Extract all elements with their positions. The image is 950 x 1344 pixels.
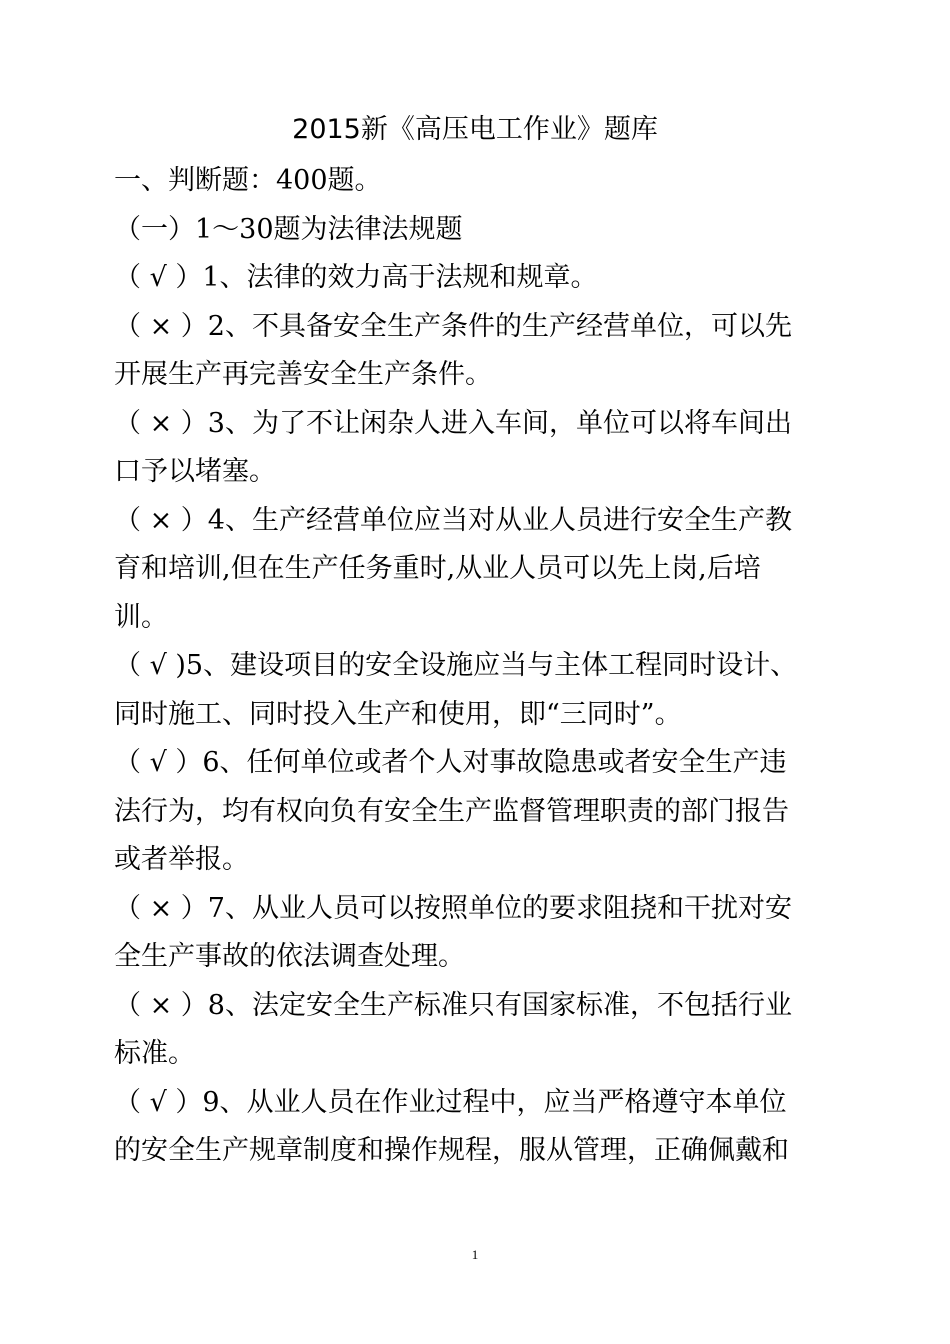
question-3-line-1: （ × ）3、为了不让闲杂人进入车间，单位可以将车间出	[114, 407, 792, 439]
question-6-line-2: 法行为，均有权向负有安全生产监督管理职责的部门报告	[114, 795, 789, 827]
question-4-line-3: 训。	[114, 601, 168, 633]
question-1-line-1: （ √ ）1、法律的效力高于法规和规章。	[114, 262, 598, 293]
question-4-line-2: 育和培训,但在生产任务重时,从业人员可以先上岗,后培	[114, 553, 761, 584]
question-4-line-1: （ × ）4、生产经营单位应当对从业人员进行安全生产教	[114, 504, 792, 536]
question-8-line-2: 标准。	[114, 1038, 195, 1069]
question-8-line-1: （ × ）8、法定安全生产标准只有国家标准，不包括行业	[114, 989, 792, 1021]
question-6-line-3: 或者举报。	[114, 844, 249, 875]
question-7-line-2: 全生产事故的依法调查处理。	[114, 941, 465, 972]
question-2-line-1: （ × ）2、不具备安全生产条件的生产经营单位，可以先	[114, 310, 792, 342]
document-title: 2015新《高压电工作业》题库	[292, 114, 658, 145]
question-5-line-1: （ √ )5、建设项目的安全设施应当与主体工程同时设计、	[114, 650, 798, 681]
section-heading: 一、判断题：400题。	[114, 165, 382, 196]
question-9-line-2: 的安全生产规章制度和操作规程，服从管理，正确佩戴和	[114, 1135, 789, 1166]
document-body	[114, 157, 836, 1176]
subsection-heading: （一）1～30题为法律法规题	[114, 213, 463, 245]
page-number: 1	[471, 1247, 479, 1262]
question-2-line-2: 开展生产再完善安全生产条件。	[114, 359, 492, 390]
question-5-line-2: 同时施工、同时投入生产和使用，即“三同时”。	[114, 698, 682, 730]
question-7-line-1: （ × ）7、从业人员可以按照单位的要求阻挠和干扰对安	[114, 892, 792, 924]
question-3-line-2: 口予以堵塞。	[114, 456, 276, 487]
question-9-line-1: （ √ ）9、从业人员在作业过程中，应当严格遵守本单位	[114, 1086, 787, 1118]
question-6-line-1: （ √ ）6、任何单位或者个人对事故隐患或者安全生产违	[114, 747, 787, 778]
